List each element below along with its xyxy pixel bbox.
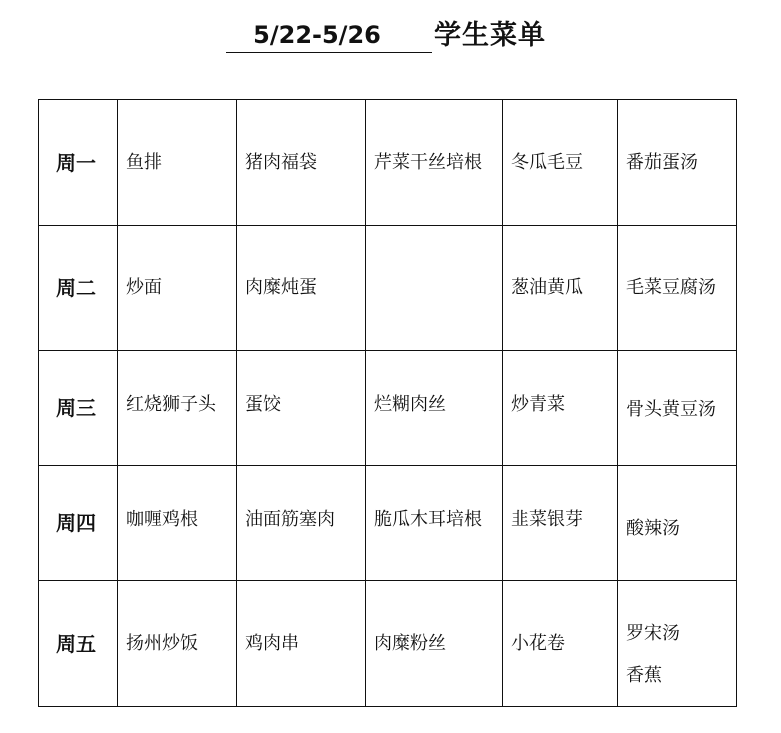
dish: 脆瓜木耳培根 <box>374 509 482 530</box>
date-range: 5/22-5/26 <box>253 21 381 49</box>
dish-cell <box>118 226 237 351</box>
dish: 芹菜干丝培根 <box>374 151 482 173</box>
day-label: 周一 <box>39 100 118 226</box>
dish: 炒面 <box>126 277 162 298</box>
day-label: 周四 <box>39 466 118 581</box>
dish: 蛋饺 <box>245 394 281 415</box>
day-label: 周三 <box>39 351 118 466</box>
dish-cell <box>503 351 618 466</box>
table-row-wednesday <box>39 351 737 466</box>
dish: 猪肉福袋 <box>245 151 317 173</box>
dish-cell <box>118 466 237 581</box>
date-range-field <box>226 18 432 53</box>
dish: 油面筋塞肉 <box>245 509 335 530</box>
dish: 小花卷 <box>511 632 565 654</box>
dish: 肉糜炖蛋 <box>245 277 317 298</box>
dish-cell <box>118 351 237 466</box>
table-row-friday <box>39 581 737 707</box>
dish-cell <box>366 351 503 466</box>
dish-cell <box>237 100 366 226</box>
dish-cell <box>503 466 618 581</box>
table-row-tuesday <box>39 226 737 351</box>
day-label: 周二 <box>39 226 118 351</box>
dish: 冬瓜毛豆 <box>511 151 583 173</box>
dish: 红烧狮子头 <box>126 394 216 415</box>
dish-cell <box>366 100 503 226</box>
dish-cell <box>237 581 366 707</box>
dish-cell <box>366 466 503 581</box>
dish: 扬州炒饭 <box>126 632 198 654</box>
table-row-thursday <box>39 466 737 581</box>
dish-cell <box>618 351 737 466</box>
table-row-monday <box>39 100 737 226</box>
dish-cell <box>503 581 618 707</box>
dish: 骨头黄豆汤 <box>626 399 716 420</box>
dish: 罗宋汤 <box>626 622 680 644</box>
dish-cell <box>618 100 737 226</box>
page-title: 学生菜单 <box>434 20 546 51</box>
dish: 鱼排 <box>126 151 162 173</box>
dish: 番茄蛋汤 <box>626 151 698 173</box>
menu-table <box>38 99 737 707</box>
dish-cell <box>503 226 618 351</box>
dish: 毛菜豆腐汤 <box>626 277 716 298</box>
dish-cell <box>618 466 737 581</box>
dish-cell <box>618 226 737 351</box>
menu-title <box>0 14 781 58</box>
dish-cell <box>237 351 366 466</box>
dish-cell <box>503 100 618 226</box>
dish-cell <box>237 466 366 581</box>
dish: 酸辣汤 <box>626 518 680 539</box>
dish-cell <box>618 581 737 707</box>
dish: 咖喱鸡根 <box>126 509 198 530</box>
day-label: 周五 <box>39 581 118 707</box>
dish-cell <box>366 581 503 707</box>
dish-cell <box>366 226 503 351</box>
dish-cell <box>237 226 366 351</box>
dish: 炒青菜 <box>511 394 565 415</box>
dish: 肉糜粉丝 <box>374 632 446 654</box>
dish-cell <box>118 581 237 707</box>
dish: 葱油黄瓜 <box>511 277 583 298</box>
dish: 鸡肉串 <box>245 632 299 654</box>
dish-cell <box>118 100 237 226</box>
dish-extra: 香蕉 <box>626 664 662 686</box>
dish: 韭菜银芽 <box>511 509 583 530</box>
dish: 烂糊肉丝 <box>374 394 446 415</box>
